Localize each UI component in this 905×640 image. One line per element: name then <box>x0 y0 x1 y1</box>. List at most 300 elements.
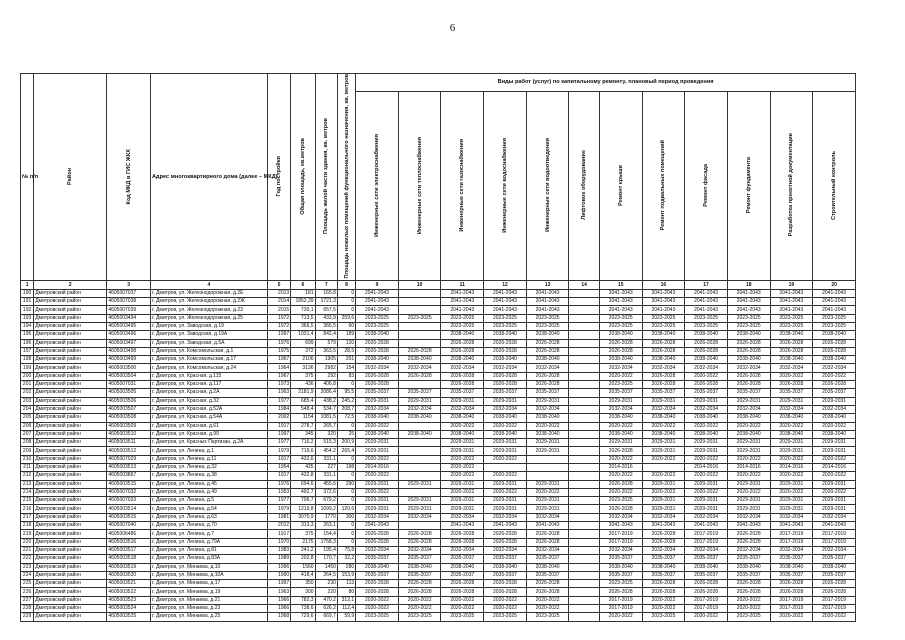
table-cell: Дмитровский район <box>34 563 107 571</box>
table-cell: 2026-2028 <box>441 381 484 389</box>
table-cell: 2038-2040 <box>770 430 813 438</box>
column-index: 5 <box>267 281 290 289</box>
header-work-9: Ремонт фасада <box>685 91 728 281</box>
table-cell: 2038-2040 <box>441 414 484 422</box>
table-cell: 4605003517 <box>107 546 151 554</box>
table-cell: 204 <box>21 405 34 413</box>
table-cell: 2038-2040 <box>484 563 527 571</box>
table-cell: 2020-2022 <box>685 613 728 621</box>
table-cell: 2029-2031 <box>356 439 399 447</box>
table-cell: 2026-2028 <box>599 588 642 596</box>
table-cell: г. Дмитров, ул. Красная, д.115 <box>151 372 268 380</box>
table-cell: 2029-2031 <box>356 497 399 505</box>
table-cell: 2029-2031 <box>356 480 399 488</box>
table-cell: 2026-2028 <box>642 580 685 588</box>
table-cell: 669,7 <box>315 613 337 621</box>
table-cell <box>569 464 599 472</box>
table-cell: Дмитровский район <box>34 356 107 364</box>
table-cell: 2026-2028 <box>441 530 484 538</box>
table-cell: 2023-2025 <box>441 613 484 621</box>
table-cell: 2014-2016 <box>727 464 770 472</box>
table-cell: 2041-2043 <box>526 298 569 306</box>
table-cell <box>484 464 527 472</box>
table-cell: 2038-2040 <box>813 563 856 571</box>
table-cell <box>398 422 441 430</box>
table-cell: 4605003506 <box>107 397 151 405</box>
table-row <box>21 430 856 438</box>
column-index: 2 <box>34 281 107 289</box>
table-cell: 320 <box>315 430 337 438</box>
table-cell: Дмитровский район <box>34 530 107 538</box>
table-cell: 2029-2031 <box>685 497 728 505</box>
table-cell: 2038-2040 <box>356 331 399 339</box>
table-cell: 225 <box>21 580 34 588</box>
table-cell: 2035-2037 <box>813 571 856 579</box>
table-cell: 2038-2040 <box>599 414 642 422</box>
table-cell: г. Дмитров, ул. Минаева, д.21 <box>151 596 268 604</box>
table-cell: 2038-2040 <box>526 356 569 364</box>
header-living-area: Площадь жилой части здания, кв. метров <box>315 74 337 281</box>
table-cell: 2038-2040 <box>727 414 770 422</box>
table-cell: 2026-2028 <box>398 588 441 596</box>
table-cell: 2020-2022 <box>484 596 527 604</box>
table-cell: 492,7 <box>291 488 315 496</box>
table-cell: 2035-2037 <box>770 555 813 563</box>
table-cell: 2038-2040 <box>770 563 813 571</box>
table-cell: 2026-2028 <box>398 580 441 588</box>
table-cell <box>398 488 441 496</box>
table-cell: 2032-2034 <box>484 546 527 554</box>
table-cell: 2038-2040 <box>441 331 484 339</box>
table-cell: 1967 <box>267 356 290 364</box>
table-cell <box>569 289 599 297</box>
table-cell: 4605003515 <box>107 513 151 521</box>
table-cell: Дмитровский район <box>34 347 107 355</box>
table-cell: 713,5 <box>291 314 315 322</box>
table-cell: 3136 <box>291 364 315 372</box>
table-cell: 2023-2025 <box>398 314 441 322</box>
table-cell: г. Дмитров, ул. Комсомольская, д.17 <box>151 356 268 364</box>
table-cell: Дмитровский район <box>34 596 107 604</box>
table-cell: 2029-2031 <box>398 480 441 488</box>
table-cell <box>398 381 441 389</box>
table-cell: 2038-2040 <box>642 430 685 438</box>
table-cell: 4605007031 <box>107 381 151 389</box>
table-cell: 2023-2025 <box>685 314 728 322</box>
table-cell: 2023-2025 <box>727 613 770 621</box>
header-work-8: Ремонт подвальных помещений <box>642 91 685 281</box>
table-cell: 1031,4 <box>291 331 315 339</box>
table-cell: 432,6 <box>291 455 315 463</box>
table-row <box>21 389 856 397</box>
table-cell: 738,6 <box>291 605 315 613</box>
table-cell: 2026-2028 <box>484 580 527 588</box>
table-row <box>21 439 856 447</box>
table-cell: 375 <box>291 530 315 538</box>
table-cell: 2982 <box>315 364 337 372</box>
table-cell: 2038-2040 <box>770 331 813 339</box>
table-cell: 1983 <box>267 546 290 554</box>
table-cell: 195,4 <box>315 546 337 554</box>
table-cell: 1954 <box>267 464 290 472</box>
table-cell: 2032-2034 <box>398 546 441 554</box>
table-cell: 1560 <box>291 563 315 571</box>
table-cell: 4605003495 <box>107 322 151 330</box>
table-cell: 2017-2019 <box>770 605 813 613</box>
table-cell: 2032-2034 <box>770 364 813 372</box>
table-cell: 206 <box>21 422 34 430</box>
column-index: 13 <box>526 281 569 289</box>
table-cell <box>398 522 441 530</box>
table-cell: 200 <box>21 372 34 380</box>
table-cell: 2026-2028 <box>356 372 399 380</box>
table-cell: 2020-2022 <box>599 422 642 430</box>
table-cell <box>569 356 599 364</box>
header-total-area: Общая площадь, кв.метров <box>291 74 315 281</box>
table-cell: 2020-2022 <box>685 488 728 496</box>
table-cell: 2020-2022 <box>770 472 813 480</box>
table-cell: 153,9 <box>337 571 355 579</box>
table-cell: 2026-2028 <box>484 381 527 389</box>
table-cell: Дмитровский район <box>34 588 107 596</box>
table-cell: 2041-2043 <box>642 289 685 297</box>
table-cell: 2032-2034 <box>398 364 441 372</box>
table-cell: Дмитровский район <box>34 580 107 588</box>
table-cell: 83 <box>337 372 355 380</box>
table-cell: 4605003525 <box>107 613 151 621</box>
table-cell: 4605007033 <box>107 497 151 505</box>
table-cell: 2020-2022 <box>441 596 484 604</box>
table-cell: 2023-2025 <box>599 314 642 322</box>
table-cell: 4605007039 <box>107 306 151 314</box>
table-cell: 2026-2028 <box>642 530 685 538</box>
table-cell: 2035-2037 <box>642 389 685 397</box>
table-cell: 2041-2043 <box>356 306 399 314</box>
table-cell: 2032-2034 <box>770 513 813 521</box>
table-cell: Дмитровский район <box>34 414 107 422</box>
table-cell: 2032-2034 <box>599 405 642 413</box>
table-cell: 2029-2031 <box>526 480 569 488</box>
table-row <box>21 381 856 389</box>
table-cell: г. Дмитров, ул. Ленина, д.7 <box>151 530 268 538</box>
table-cell: г. Дмитров, ул. Ленина, д.83А <box>151 555 268 563</box>
table-cell: 195 <box>21 331 34 339</box>
table-cell: 2038-2040 <box>398 563 441 571</box>
table-cell: 2038-2040 <box>727 331 770 339</box>
table-cell: 2038-2040 <box>642 331 685 339</box>
table-cell: 2020-2022 <box>813 613 856 621</box>
table-cell: г. Дмитров, ул. Ленина, д.70 <box>151 522 268 530</box>
table-row <box>21 588 856 596</box>
table-cell: 2038-2040 <box>685 356 728 364</box>
table-cell: 1219,8 <box>291 505 315 513</box>
table-cell: 2029-2031 <box>398 497 441 505</box>
table-cell: г. Дмитров, ул. Комсомольская, д.1 <box>151 347 268 355</box>
table-cell: 2026-2028 <box>526 538 569 546</box>
table-cell: 2020-2022 <box>441 455 484 463</box>
table-cell: 2029-2031 <box>813 480 856 488</box>
table-row <box>21 538 856 546</box>
table-cell: 2002 <box>267 414 290 422</box>
table-cell: 2017-2019 <box>685 538 728 546</box>
table-cell: 2035-2037 <box>727 571 770 579</box>
table-cell: 2020-2022 <box>685 472 728 480</box>
table-row <box>21 530 856 538</box>
table-cell: 2026-2028 <box>727 580 770 588</box>
table-cell: Дмитровский район <box>34 455 107 463</box>
table-cell: 2041-2043 <box>599 306 642 314</box>
table-cell: 2026-2028 <box>356 588 399 596</box>
table-row <box>21 580 856 588</box>
table-cell: 2035-2037 <box>727 389 770 397</box>
table-cell: Дмитровский район <box>34 555 107 563</box>
table-cell: 212 <box>21 472 34 480</box>
table-cell <box>569 298 599 306</box>
table-cell <box>569 522 599 530</box>
table-cell: 1450 <box>315 563 337 571</box>
table-cell: 2041-2043 <box>526 522 569 530</box>
table-cell: Дмитровский район <box>34 430 107 438</box>
table-cell: 706,7 <box>291 497 315 505</box>
table-cell: 4605003867 <box>107 472 151 480</box>
table-cell <box>569 513 599 521</box>
table-cell: 2029-2031 <box>642 439 685 447</box>
table-cell: 2020-2022 <box>526 596 569 604</box>
table-cell: 2032-2034 <box>727 513 770 521</box>
table-cell: 2026-2028 <box>685 347 728 355</box>
table-cell: 579 <box>315 339 337 347</box>
table-cell: Дмитровский район <box>34 472 107 480</box>
table-cell: 2014-2016 <box>813 464 856 472</box>
column-index: 6 <box>291 281 315 289</box>
table-cell <box>398 455 441 463</box>
table-cell <box>569 306 599 314</box>
table-cell: 2086,4 <box>315 389 337 397</box>
table-cell: 2032-2034 <box>770 546 813 554</box>
table-cell: 113 <box>337 580 355 588</box>
column-index: 18 <box>727 281 770 289</box>
table-cell: 2032-2034 <box>685 405 728 413</box>
table-cell: 418,4 <box>291 571 315 579</box>
table-cell: 2032-2034 <box>441 546 484 554</box>
table-cell: 2038-2040 <box>484 430 527 438</box>
table-cell: 2023-2025 <box>599 497 642 505</box>
table-cell: 1081,5 <box>315 414 337 422</box>
table-cell: 2020-2022 <box>599 472 642 480</box>
table-cell: Дмитровский район <box>34 306 107 314</box>
table-cell: 657,5 <box>315 306 337 314</box>
table-cell: 2020-2022 <box>813 455 856 463</box>
table-cell: 2032-2034 <box>642 546 685 554</box>
table-cell: 2041-2043 <box>685 522 728 530</box>
table-cell: 2017-2019 <box>599 596 642 604</box>
table-cell: 2020-2022 <box>685 372 728 380</box>
table-cell: Дмитровский район <box>34 339 107 347</box>
table-cell: 2032-2034 <box>398 405 441 413</box>
table-cell: 2035-2037 <box>813 389 856 397</box>
table-cell: 2029-2031 <box>441 505 484 513</box>
table-cell: 2026-2028 <box>526 339 569 347</box>
table-cell: 2032-2034 <box>813 546 856 554</box>
table-cell: 2038-2040 <box>813 414 856 422</box>
table-cell: 199 <box>21 364 34 372</box>
table-cell: 4605007038 <box>107 298 151 306</box>
table-cell: 60 <box>337 322 355 330</box>
table-cell: 2029-2031 <box>398 505 441 513</box>
table-cell: 2020-2022 <box>398 596 441 604</box>
table-cell: 2035-2037 <box>356 555 399 563</box>
table-cell: 2038-2040 <box>484 331 527 339</box>
table-cell: 2041-2043 <box>356 298 399 306</box>
table-cell: 1967 <box>267 372 290 380</box>
table-cell: 28,5 <box>337 347 355 355</box>
table-cell: 214 <box>21 488 34 496</box>
table-cell: 4605003513 <box>107 464 151 472</box>
table-cell: 2032-2034 <box>356 364 399 372</box>
table-cell: 2026-2028 <box>441 588 484 596</box>
table-cell: 2023-2025 <box>599 322 642 330</box>
table-cell <box>398 447 441 455</box>
table-cell: 2023-2025 <box>770 314 813 322</box>
table-cell: 223 <box>21 563 34 571</box>
table-cell: 2026-2028 <box>727 372 770 380</box>
table-cell <box>526 455 569 463</box>
table-cell: 548,4 <box>291 405 315 413</box>
table-cell: г. Дмитров, ул. Минаева, д.23 <box>151 605 268 613</box>
table-cell: Дмитровский район <box>34 331 107 339</box>
table-cell: 1972 <box>267 314 290 322</box>
table-cell: 2038-2040 <box>599 563 642 571</box>
header-work-1: Инженерные сети электроснабжения <box>356 91 399 281</box>
table-cell: 716,2 <box>291 439 315 447</box>
table-cell: 2020-2022 <box>770 613 813 621</box>
table-cell: 2023-2025 <box>484 322 527 330</box>
table-cell: 2020-2022 <box>642 455 685 463</box>
table-cell: 2038-2040 <box>642 414 685 422</box>
table-cell: 2181,9 <box>291 389 315 397</box>
table-cell: 2015 <box>267 306 290 314</box>
table-row <box>21 339 856 347</box>
table-cell: 2023-2025 <box>727 314 770 322</box>
table-cell: 263,1 <box>315 522 337 530</box>
table-cell: 1905 <box>315 356 337 364</box>
table-cell: 2032-2034 <box>398 513 441 521</box>
table-cell: 2014-2016 <box>770 464 813 472</box>
table-cell: 1917 <box>267 472 290 480</box>
table-cell: 72,5 <box>337 414 355 422</box>
table-cell <box>569 455 599 463</box>
table-cell: 2020-2022 <box>685 455 728 463</box>
table-cell <box>569 347 599 355</box>
table-cell <box>569 505 599 513</box>
table-cell <box>569 588 599 596</box>
table-cell: 2020-2022 <box>356 422 399 430</box>
table-cell: 1997 <box>267 580 290 588</box>
table-cell: 438,2 <box>315 397 337 405</box>
header-work-2: Инженерные сети теплоснабжения <box>398 91 441 281</box>
table-cell: 2035-2037 <box>484 571 527 579</box>
table-cell: 331,1 <box>315 455 337 463</box>
table-cell: 2035-2037 <box>398 389 441 397</box>
table-cell: 2026-2028 <box>599 480 642 488</box>
table-cell: г. Дмитров, ул. Красная, д.117 <box>151 381 268 389</box>
table-cell: 165,8 <box>315 289 337 297</box>
table-cell: г. Дмитров, ул. Красная, д.2А <box>151 389 268 397</box>
table-cell: 4605003494 <box>107 314 151 322</box>
table-cell: 2041-2043 <box>727 298 770 306</box>
table-cell: Дмитровский район <box>34 422 107 430</box>
table-cell: Дмитровский район <box>34 513 107 521</box>
header-work-12: Строительный контроль <box>813 91 856 281</box>
table-row <box>21 605 856 613</box>
table-cell: 4605003498 <box>107 347 151 355</box>
table-cell: 222 <box>21 555 34 563</box>
table-cell: 2029-2031 <box>770 497 813 505</box>
table-row <box>21 555 856 563</box>
table-cell: 2029-2031 <box>685 397 728 405</box>
table-cell <box>569 322 599 330</box>
table-cell: 2038-2040 <box>642 356 685 364</box>
table-cell <box>398 472 441 480</box>
table-cell: 2026-2028 <box>642 339 685 347</box>
table-cell: 2038-2040 <box>727 563 770 571</box>
table-cell: 4605003522 <box>107 588 151 596</box>
table-cell: Дмитровский район <box>34 546 107 554</box>
table-cell: 366,5 <box>291 322 315 330</box>
table-cell: 2020-2022 <box>484 605 527 613</box>
table-cell: г. Дмитров, ул. Железнодорожная, д.2Ж <box>151 298 268 306</box>
table-cell: 4605003516 <box>107 538 151 546</box>
table-cell: 75,8 <box>337 546 355 554</box>
table-cell: 2020-2022 <box>441 488 484 496</box>
table-cell: г. Дмитров, ул. Минаева, д.19 <box>151 588 268 596</box>
table-cell: 2020-2022 <box>599 372 642 380</box>
table-cell: 2041-2043 <box>441 289 484 297</box>
table-cell: 4605003507 <box>107 405 151 413</box>
table-cell: 300 <box>337 513 355 521</box>
table-cell: 2020-2022 <box>526 422 569 430</box>
table-cell: 2023-2025 <box>441 314 484 322</box>
table-cell <box>398 289 441 297</box>
table-cell: Дмитровский район <box>34 381 107 389</box>
table-cell: 192 <box>21 306 34 314</box>
table-cell: 209 <box>21 447 34 455</box>
table-cell <box>398 339 441 347</box>
table-cell: 1990 <box>267 571 290 579</box>
table-cell: г. Дмитров, ул. Ленина, д.54 <box>151 505 268 513</box>
table-cell: 2026-2028 <box>441 580 484 588</box>
column-index: 4 <box>151 281 268 289</box>
column-index: 9 <box>356 281 399 289</box>
table-cell: 1154 <box>291 414 315 422</box>
table-cell: 95,5 <box>337 389 355 397</box>
table-cell: 2014-2016 <box>685 464 728 472</box>
table-cell: 4605003505 <box>107 389 151 397</box>
table-cell: 2038-2040 <box>813 430 856 438</box>
table-cell: 213 <box>21 480 34 488</box>
table-cell: 2013 <box>267 289 290 297</box>
table-cell: 2029-2031 <box>441 397 484 405</box>
table-cell: 4605003504 <box>107 372 151 380</box>
table-cell: 2038-2040 <box>813 356 856 364</box>
table-row <box>21 505 856 513</box>
table-cell: 2026-2028 <box>356 381 399 389</box>
table-cell: Дмитровский район <box>34 322 107 330</box>
table-cell: 2029-2031 <box>770 480 813 488</box>
table-cell: 2017-2019 <box>599 538 642 546</box>
table-cell: 2014 <box>267 298 290 306</box>
table-row <box>21 472 856 480</box>
